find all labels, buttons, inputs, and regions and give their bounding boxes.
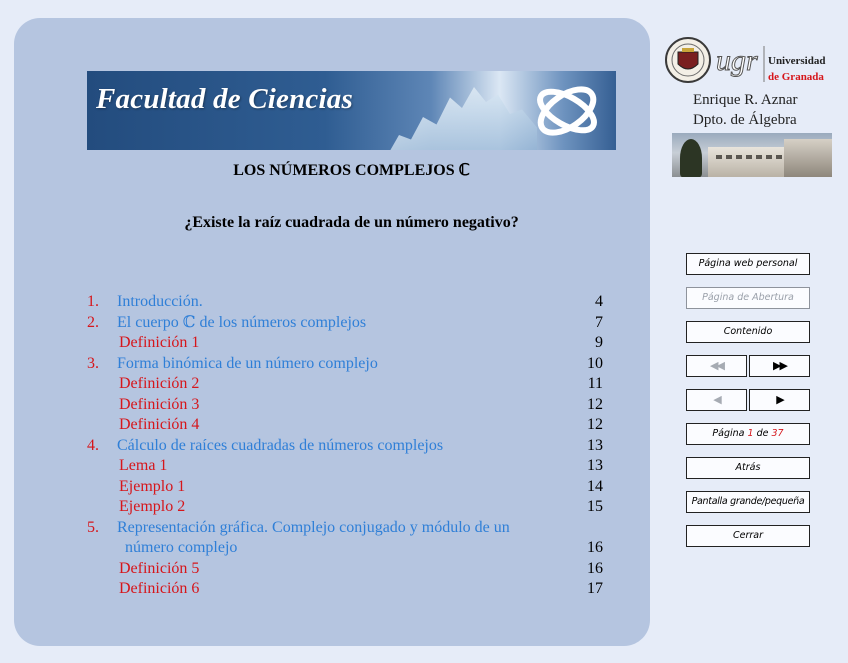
tree-shape (680, 139, 702, 177)
toc-page: 13 (587, 457, 603, 474)
toc-number: 4. (87, 436, 99, 454)
toc-entry-definicion-5[interactable] (87, 559, 607, 580)
total-pages-number: 37 (771, 428, 784, 439)
toc-page: 17 (587, 580, 603, 597)
toc-link[interactable]: Definición 5 (119, 559, 200, 577)
department-name: Dpto. de Álgebra (693, 112, 797, 128)
toc-page: 12 (587, 416, 603, 433)
toc-page: 12 (587, 395, 603, 413)
university-name: Universidad (768, 55, 826, 67)
building-shape (708, 147, 796, 177)
personal-web-button[interactable]: Página web personal (686, 253, 810, 275)
first-page-button[interactable] (686, 355, 747, 377)
toc-page: 4 (595, 293, 603, 310)
double-right-arrow-icon: ▶▶ (773, 359, 786, 372)
left-arrow-icon: ◀ (713, 393, 720, 406)
toc-link[interactable]: Introducción. (117, 293, 203, 310)
toc-link[interactable]: Ejemplo 2 (119, 498, 186, 515)
toc-number: 2. (87, 313, 99, 331)
toc-entry-representacion-grafica-cont[interactable] (87, 538, 607, 559)
toc-link[interactable]: Definición 2 (119, 375, 200, 392)
toc-page: 16 (587, 559, 603, 577)
university-logo (664, 34, 844, 89)
close-button[interactable]: Cerrar (686, 525, 810, 547)
banner-title: Facultad de Ciencias (96, 83, 353, 115)
toc-link[interactable]: El cuerpo ℂ de los números complejos (117, 313, 367, 331)
toc-entry-representacion-grafica[interactable] (87, 518, 607, 539)
document-title: LOS NÚMEROS COMPLEJOS ℂ (233, 162, 470, 179)
double-left-arrow-icon: ◀◀ (710, 359, 723, 372)
ugr-logo-text: ugr (716, 44, 758, 77)
toc-link[interactable]: Representación gráfica. Complejo conjugado y módulo de un (117, 518, 510, 536)
toc-link[interactable]: Definición 6 (119, 580, 200, 597)
toc-entry-raices-cuadradas[interactable] (87, 436, 607, 457)
toc-entry-definicion-1[interactable] (87, 333, 607, 354)
toc-link[interactable]: Definición 3 (119, 395, 200, 413)
toc-link[interactable]: Cálculo de raíces cuadradas de números complejos (117, 436, 444, 454)
toc-page: 15 (587, 498, 603, 515)
previous-page-button[interactable] (686, 389, 747, 411)
university-city: de Granada (768, 71, 824, 83)
toc-number: 3. (87, 354, 99, 372)
toc-page: 9 (595, 334, 603, 351)
toc-entry-ejemplo-2[interactable] (87, 497, 607, 518)
toc-number: 1. (87, 293, 99, 310)
toc-entry-lema-1[interactable] (87, 456, 607, 477)
last-page-button[interactable] (749, 355, 810, 377)
author-name: Enrique R. Aznar (693, 92, 798, 108)
building-shape (784, 139, 832, 177)
toc-entry-definicion-3[interactable] (87, 395, 607, 416)
page-number-button[interactable] (686, 423, 810, 445)
toc-page: 7 (595, 313, 603, 331)
toc-page: 14 (587, 477, 603, 495)
toc-entry-definicion-4[interactable] (87, 415, 607, 436)
toc-link[interactable]: Definición 1 (119, 334, 200, 351)
toc-entry-definicion-2[interactable] (87, 374, 607, 395)
back-button[interactable]: Atrás (686, 457, 810, 479)
faculty-building-photo (672, 133, 832, 177)
toc-link[interactable]: Definición 4 (119, 416, 200, 433)
toc-entry-definicion-6[interactable] (87, 579, 607, 600)
toc-entry-ejemplo-1[interactable] (87, 477, 607, 498)
faculty-banner (87, 71, 616, 150)
window-row (716, 155, 786, 159)
iceberg-image (387, 81, 537, 150)
toc-page: 16 (587, 539, 603, 556)
contents-button[interactable]: Contenido (686, 321, 810, 343)
table-of-contents (87, 292, 607, 600)
page-prefix: Página (712, 428, 745, 439)
current-page-number: 1 (747, 428, 754, 439)
toc-entry-cuerpo-complejos[interactable] (87, 313, 607, 334)
faculty-logo-icon (527, 72, 607, 150)
toc-entry-introduccion[interactable] (87, 292, 607, 313)
page-of: de (756, 428, 769, 439)
toc-page: 11 (587, 375, 603, 392)
university-seal-icon (666, 38, 710, 82)
toc-link[interactable]: Forma binómica de un número complejo (117, 354, 378, 372)
right-arrow-icon: ▶ (776, 393, 783, 406)
toc-page: 13 (587, 436, 603, 454)
toc-number: 5. (87, 518, 99, 536)
toc-link[interactable]: Lema 1 (119, 457, 168, 474)
toc-link[interactable]: Ejemplo 1 (119, 477, 186, 495)
next-page-button[interactable] (749, 389, 810, 411)
toc-entry-forma-binomica[interactable] (87, 354, 607, 375)
document-subtitle: ¿Existe la raíz cuadrada de un número negativo? (184, 214, 519, 231)
fullscreen-toggle-button[interactable]: Pantalla grande/pequeña (686, 491, 810, 513)
toc-page: 10 (587, 354, 603, 372)
toc-link[interactable]: número complejo (125, 539, 238, 556)
title-page-button[interactable]: Página de Abertura (686, 287, 810, 309)
